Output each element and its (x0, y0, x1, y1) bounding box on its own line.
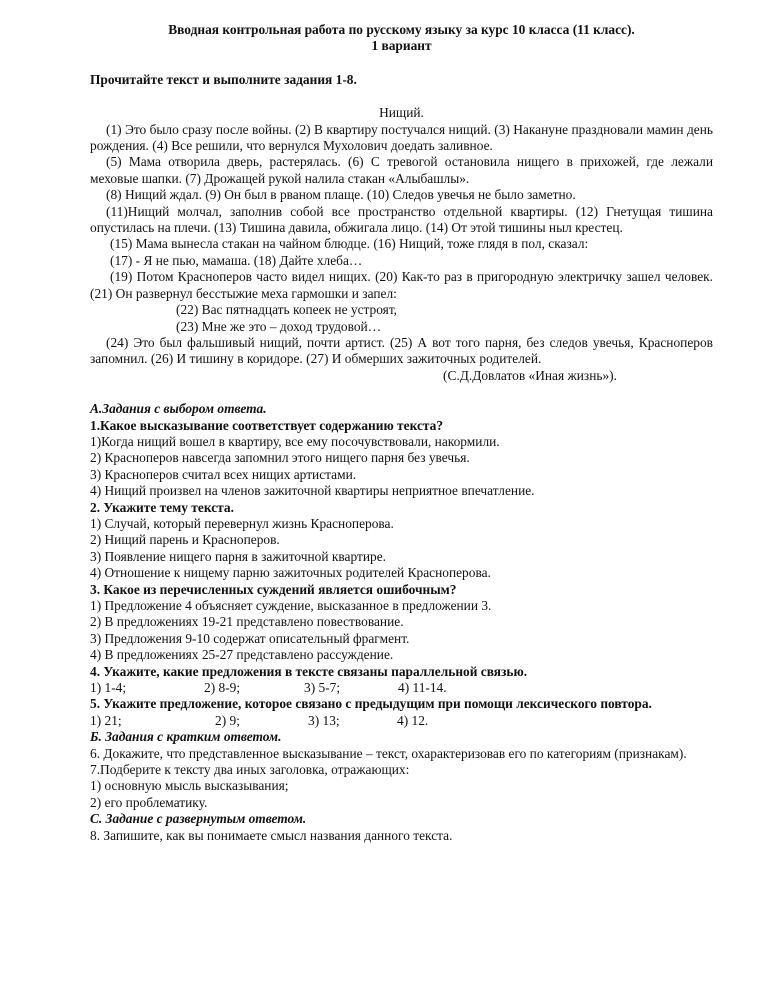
variant-label: 1 вариант (371, 38, 432, 54)
text-paragraph-4: (11)Нищий молчал, заполнив собой все пространство отдельной квартиры. (12) Гнетущая тишина опустилась на плечи. (13) Тишина давила, обжигала лицо. (14) От этой тишины ныл крестец. (90, 203, 713, 236)
question-2: 2. Укажите тему текста. (90, 499, 234, 515)
attribution: (С.Д.Довлатов «Иная жизнь»). (443, 367, 617, 383)
question-7: 7.Подберите к тексту два иных заголовка, отражающих: (90, 762, 410, 778)
q4-option-3: 3) 5-7; (304, 680, 341, 696)
q4-option-2: 2) 8-9; (204, 680, 241, 696)
q5-options (90, 713, 713, 729)
q2-option-4: 4) Отношение к нищему парню зажиточных родителей Красноперова. (90, 565, 491, 581)
text-paragraph-2: (5) Мама отворила дверь, растерялась. (6) С тревогой остановила нищего в прихожей, где лежали меховые шапки. (7) Дрожащей рукой налила стакан «Алыбашлы». (90, 154, 713, 186)
q4-option-1: 1) 1-4; (90, 680, 127, 696)
document-title: Вводная контрольная работа по русскому языку за курс 10 класса (11 класс). (168, 22, 635, 37)
q2-option-1: 1) Случай, который перевернул жизнь Красноперова. (90, 515, 394, 531)
section-c-heading: С. Задание с развернутым ответом. (90, 811, 307, 827)
q5-option-3: 3) 13; (308, 712, 340, 728)
q1-option-3: 3) Красноперов считал всех нищих артистами. (90, 466, 357, 482)
question-1: 1.Какое высказывание соответствует содержанию текста? (90, 417, 444, 433)
text-title: Нищий. (379, 105, 424, 121)
document-page (90, 22, 713, 844)
q3-option-2: 2) В предложениях 19-21 представлено повествование. (90, 614, 404, 630)
section-a-heading: А.Задания с выбором ответа. (90, 401, 267, 417)
question-4: 4. Укажите, какие предложения в тексте связаны параллельной связью. (90, 663, 528, 679)
text-paragraph-8: (24) Это был фальшивый нищий, почти артист. (25) А вот того парня, без следов увечья, Красноперов запомнил. (26) И тишину в коридоре. (27) И обмерших зажиточных родителей. (90, 334, 713, 367)
q1-option-1: 1)Когда нищий вошел в квартиру, все ему посочувствовали, накормили. (90, 433, 500, 449)
section-b-heading: Б. Задания с кратким ответом. (90, 729, 282, 745)
text-paragraph-5: (15) Мама вынесла стакан на чайном блюдце. (16) Нищий, тоже глядя в пол, сказал: (110, 236, 589, 252)
text-paragraph-7: (19) Потом Красноперов часто видел нищих. (20) Как-то раз в пригородную электричку зашел человек. (21) Он развернул бесстыжие меха гармошки и запел: (90, 269, 713, 301)
q4-options (90, 680, 713, 696)
question-3: 3. Какое из перечисленных суждений является ошибочным? (90, 581, 457, 597)
q7-item-1: 1) основную мысль высказывания; (90, 778, 289, 794)
question-8: 8. Запишите, как вы понимаете смысл названия данного текста. (90, 827, 453, 843)
q5-option-1: 1) 21; (90, 712, 122, 728)
text-paragraph-3: (8) Нищий ждал. (9) Он был в рваном плаще. (10) Следов увечья не было заметно. (106, 187, 576, 203)
q1-option-2: 2) Красноперов навсегда запомнил этого нищего парня без увечья. (90, 450, 470, 466)
q3-option-3: 3) Предложения 9-10 содержат описательный фрагмент. (90, 630, 410, 646)
q4-option-4: 4) 11-14. (398, 680, 447, 696)
q5-option-2: 2) 9; (215, 712, 240, 728)
text-paragraph-1: (1) Это было сразу после войны. (2) В квартиру постучался нищий. (3) Накануне праздновали мамин день рождения. (4) Все решили, что вернулся Мухолович доедать заливное. (90, 121, 713, 154)
question-6: 6. Докажите, что представленное высказывание – текст, охарактеризовав его по категориям (признакам). (90, 745, 687, 761)
q3-option-1: 1) Предложение 4 объясняет суждение, высказанное в предложении 3. (90, 598, 492, 613)
q7-item-2: 2) его проблематику. (90, 794, 208, 810)
q1-option-4: 4) Нищий произвел на членов зажиточной квартиры неприятное впечатление. (90, 483, 535, 499)
text-paragraph-6: (17) - Я не пью, мамаша. (18) Дайте хлеба… (110, 252, 363, 268)
question-5: 5. Укажите предложение, которое связано с предыдущим при помощи лексического повтора. (90, 696, 652, 712)
verse-line-2: (23) Мне же это – доход трудовой… (176, 318, 382, 334)
q2-option-2: 2) Нищий парень и Красноперов. (90, 532, 280, 548)
instruction: Прочитайте текст и выполните задания 1-8. (90, 71, 357, 87)
q2-option-3: 3) Появление нищего парня в зажиточной квартире. (90, 548, 387, 564)
q3-option-4: 4) В предложениях 25-27 представлено рассуждение. (90, 647, 394, 663)
verse-line-1: (22) Вас пятнадцать копеек не устроят, (176, 302, 398, 318)
q5-option-4: 4) 12. (397, 712, 429, 728)
